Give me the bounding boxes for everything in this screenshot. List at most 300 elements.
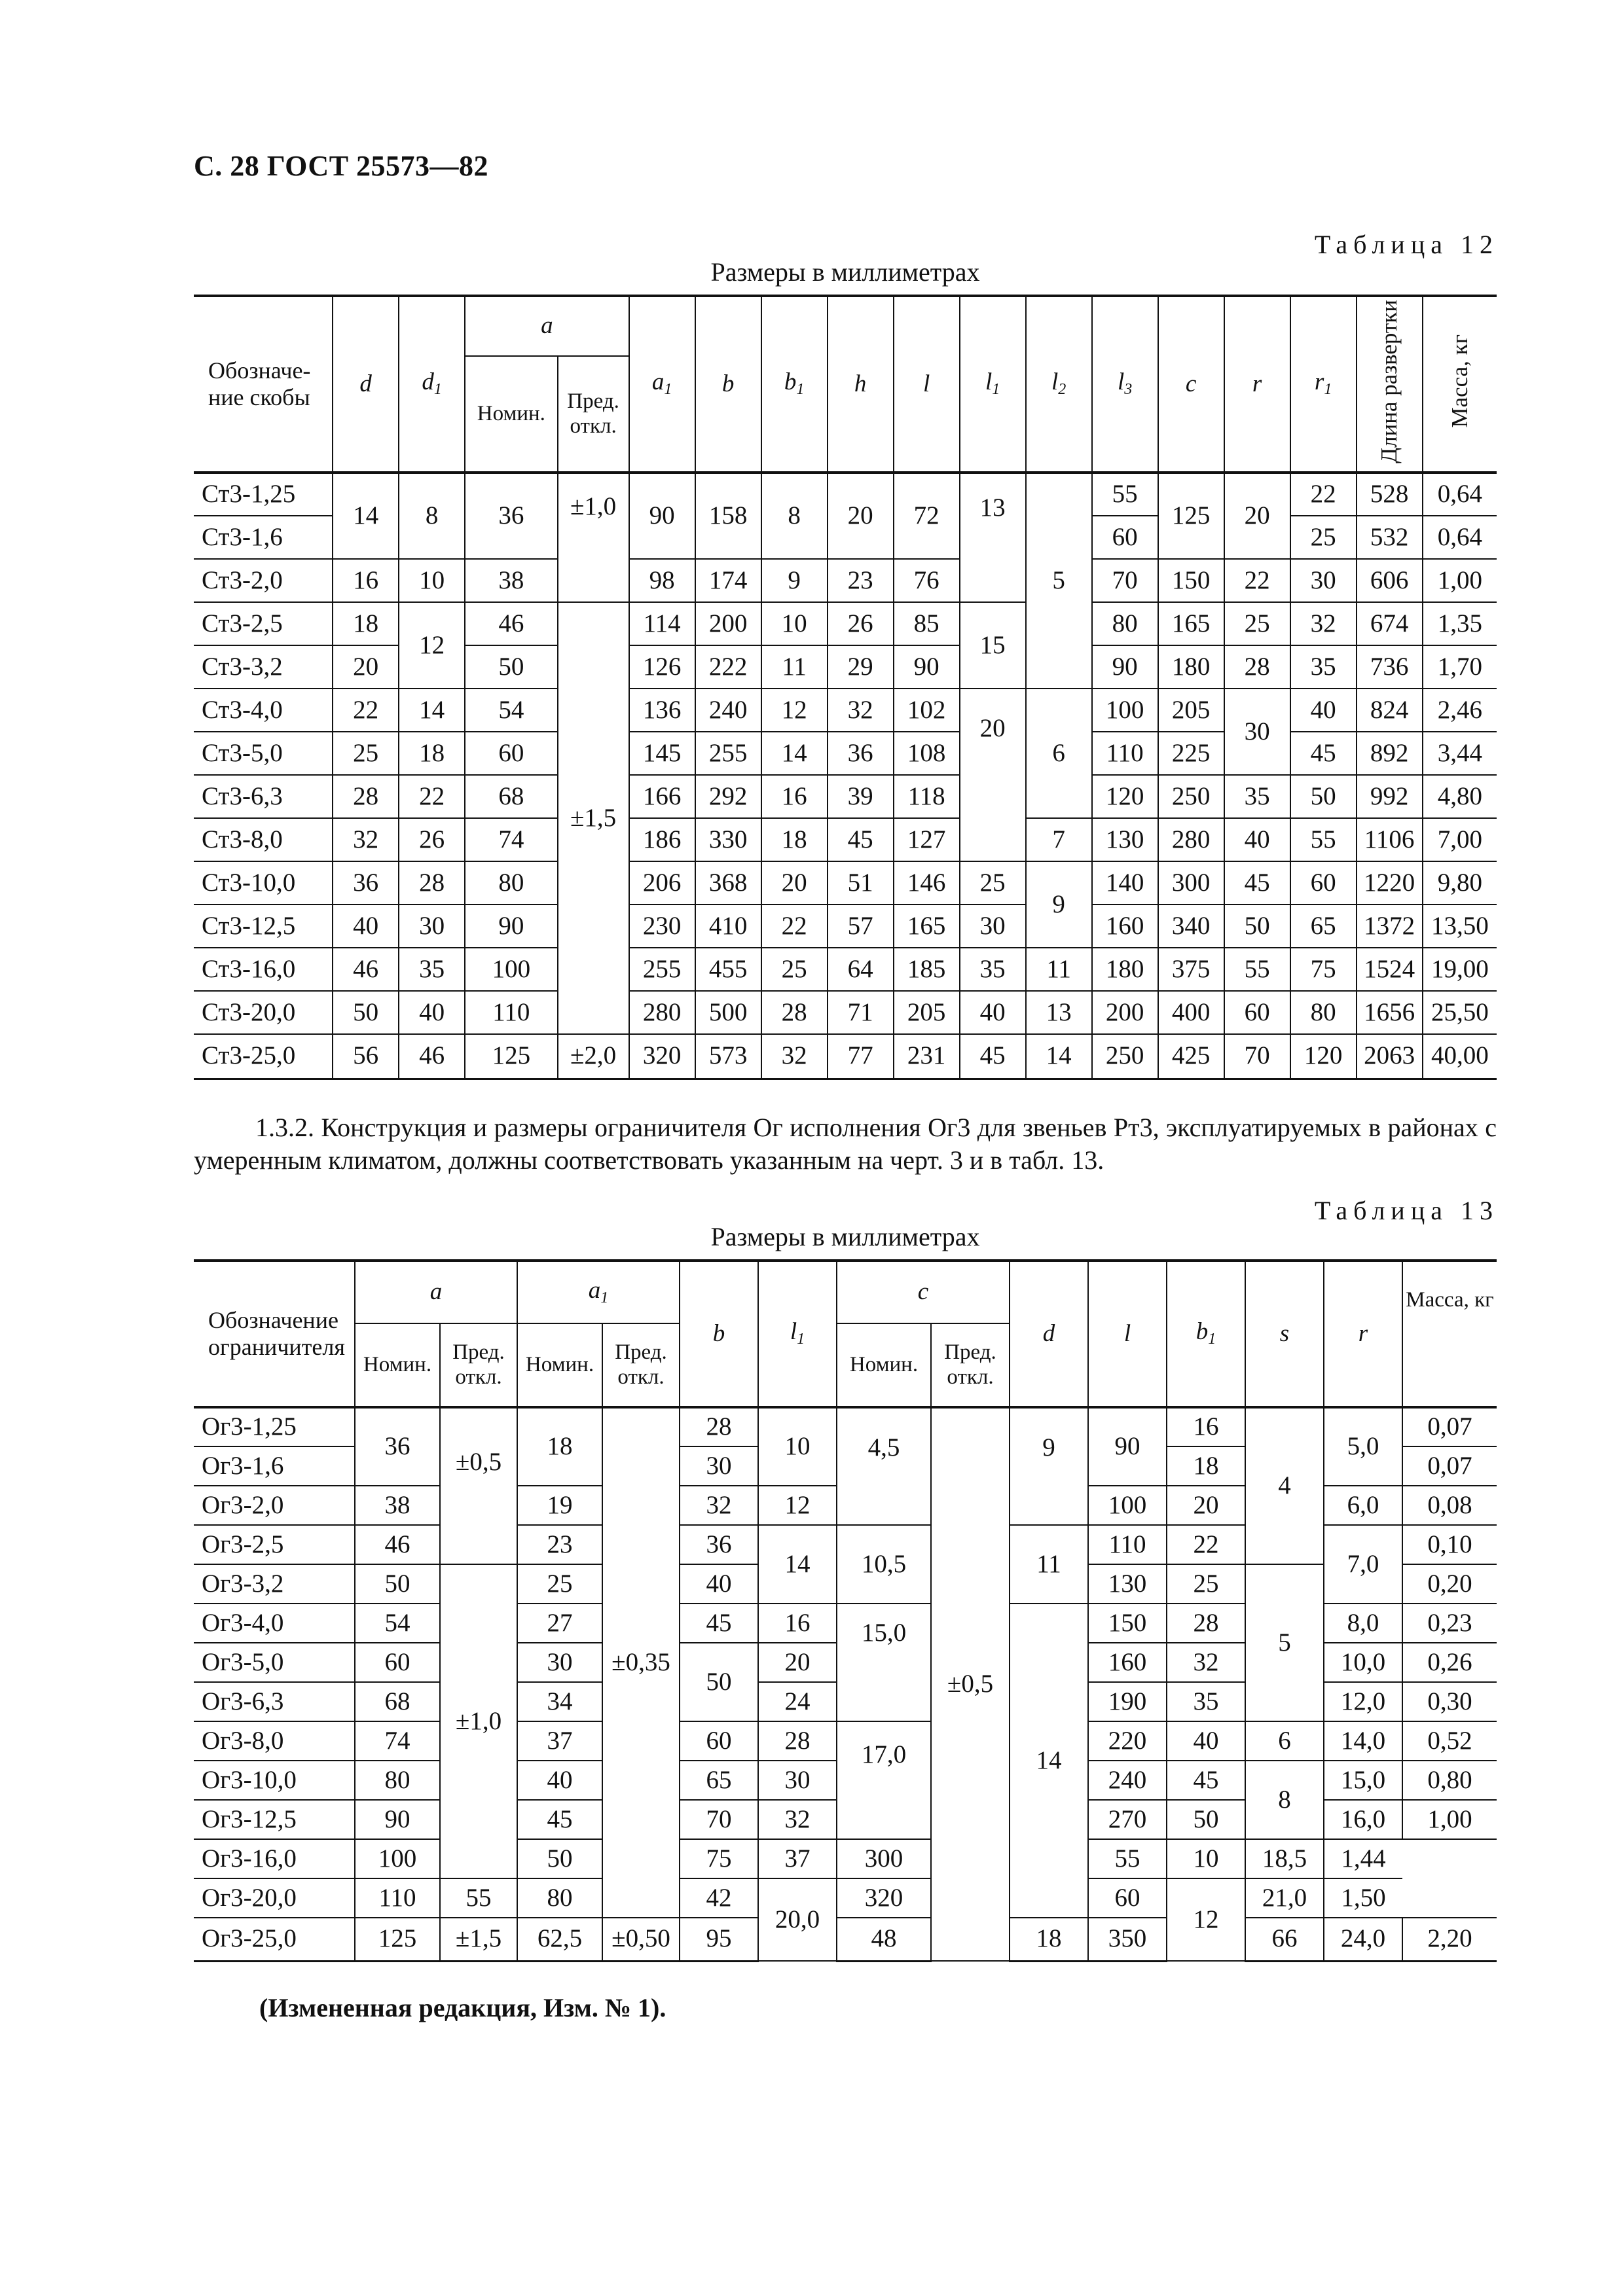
cell-r1: 30 — [1290, 559, 1357, 602]
cell-a-nom: 68 — [355, 1682, 440, 1721]
cell-d: 14 — [1010, 1604, 1088, 1918]
cell-l3: 90 — [1092, 645, 1158, 689]
cell-l: 90 — [1088, 1407, 1167, 1486]
cell-a1-nom: 45 — [517, 1800, 602, 1839]
table-row — [194, 732, 1497, 775]
cell-name: Ог3-20,0 — [194, 1878, 355, 1918]
cell-b: 45 — [680, 1604, 758, 1643]
table-row — [194, 689, 1497, 732]
cell-mass: 1,00 — [1402, 1800, 1497, 1839]
cell-s: 12 — [1167, 1878, 1245, 1961]
cell-mass: 0,64 — [1423, 473, 1497, 516]
cell-l3: 130 — [1092, 818, 1158, 861]
cell-b1: 40 — [1167, 1721, 1245, 1761]
cell-a1: 280 — [629, 991, 695, 1034]
cell-d: 32 — [333, 818, 399, 861]
cell-r: 15,0 — [1324, 1761, 1402, 1800]
table-row — [194, 645, 1497, 689]
cell-name: Ог3-1,6 — [194, 1446, 355, 1486]
cell-h: 39 — [828, 775, 894, 818]
cell-mass: 1,35 — [1423, 602, 1497, 645]
cell-mass: 0,08 — [1402, 1486, 1497, 1525]
cell-mass: 19,00 — [1423, 948, 1497, 991]
cell-l1: 32 — [758, 1800, 837, 1839]
cell-name: Ог3-2,0 — [194, 1486, 355, 1525]
cell-b: 80 — [517, 1878, 602, 1918]
cell-a-nom: 38 — [465, 559, 557, 602]
cell-l1: 12 — [758, 1486, 837, 1525]
cell-d: 18 — [333, 602, 399, 645]
cell-r: 50 — [1224, 905, 1290, 948]
cell-l1: 20 — [960, 689, 1026, 861]
cell-b: 292 — [695, 775, 761, 818]
cell-mass: 0,30 — [1402, 1682, 1497, 1721]
cell-mass: 0,80 — [1402, 1761, 1497, 1800]
cell-l: 130 — [1088, 1564, 1167, 1604]
cell-a-dev: ±1,5 — [558, 602, 629, 1034]
cell-a-dev: ±1,0 — [440, 1564, 517, 1878]
col-header-d: d — [1010, 1261, 1088, 1407]
cell-l1: 42 — [680, 1878, 758, 1918]
cell-a-nom: 60 — [465, 732, 557, 775]
cell-s: 5 — [1245, 1564, 1324, 1721]
col-header-l1: $l_1$ — [758, 1261, 837, 1407]
cell-name: Ст3-1,25 — [194, 473, 333, 516]
cell-d: 16 — [333, 559, 399, 602]
table-12-label: Таблица 12 — [1314, 230, 1499, 259]
cell-name: Ог3-8,0 — [194, 1721, 355, 1761]
cell-h: 20 — [828, 473, 894, 559]
cell-b1: 66 — [1245, 1918, 1324, 1961]
table-13-units: Размеры в миллиметрах — [710, 1222, 980, 1251]
cell-l3: 160 — [1092, 905, 1158, 948]
cell-b: 240 — [695, 689, 761, 732]
table-row — [194, 818, 1497, 861]
col-header-r: r — [1224, 296, 1290, 473]
col-header-length: Длина развертки — [1357, 296, 1423, 473]
cell-r1: 60 — [1290, 861, 1357, 905]
cell-h: 36 — [828, 732, 894, 775]
cell-b: 158 — [695, 473, 761, 559]
table-13-label: Таблица 13 — [1314, 1196, 1499, 1225]
cell-length: 674 — [1357, 602, 1423, 645]
cell-b1: 18 — [761, 818, 828, 861]
cell-name: Ог3-10,0 — [194, 1761, 355, 1800]
table-row — [194, 775, 1497, 818]
cell-l1: 13 — [960, 473, 1026, 602]
cell-a-nom: 50 — [465, 645, 557, 689]
cell-a-nom: 38 — [355, 1486, 440, 1525]
cell-d1: 12 — [399, 602, 465, 689]
cell-l3: 80 — [1092, 602, 1158, 645]
cell-l: 76 — [894, 559, 960, 602]
table-row — [194, 559, 1497, 602]
cell-l1: 14 — [758, 1525, 837, 1604]
cell-l1: 37 — [758, 1839, 837, 1878]
cell-a-dev: ±1,0 — [558, 473, 629, 602]
cell-l1: 48 — [837, 1918, 931, 1961]
col-header-a1: $a_1$ — [629, 296, 695, 473]
cell-r1: 32 — [1290, 602, 1357, 645]
cell-b1: 12 — [761, 689, 828, 732]
cell-d1: 10 — [399, 559, 465, 602]
cell-l2: 9 — [1026, 861, 1092, 948]
cell-l: 72 — [894, 473, 960, 559]
cell-a1-dev: ±0,35 — [602, 1407, 680, 1918]
cell-h: 51 — [828, 861, 894, 905]
cell-l: 102 — [894, 689, 960, 732]
cell-name: Ст3-20,0 — [194, 991, 333, 1034]
cell-d: 40 — [333, 905, 399, 948]
cell-r1: 75 — [1290, 948, 1357, 991]
cell-l2: 7 — [1026, 818, 1092, 861]
cell-r: 24,0 — [1324, 1918, 1402, 1961]
cell-a1: 186 — [629, 818, 695, 861]
cell-length: 1106 — [1357, 818, 1423, 861]
cell-r: 35 — [1224, 775, 1290, 818]
cell-a1: 255 — [629, 948, 695, 991]
cell-name: Ог3-25,0 — [194, 1918, 355, 1961]
cell-b1: 45 — [1167, 1761, 1245, 1800]
cell-a1: 206 — [629, 861, 695, 905]
cell-a-dev: ±1,5 — [440, 1918, 517, 1961]
cell-l: 350 — [1088, 1918, 1167, 1961]
cell-a-nom: 90 — [355, 1800, 440, 1839]
amendment-note: (Измененная редакция, Изм. № 1). — [259, 1993, 666, 2022]
cell-r1: 80 — [1290, 991, 1357, 1034]
cell-a-nom: 60 — [355, 1643, 440, 1682]
cell-b: 500 — [695, 991, 761, 1034]
cell-b1: 35 — [1167, 1682, 1245, 1721]
cell-r: 14,0 — [1324, 1721, 1402, 1761]
cell-s: 6 — [1245, 1721, 1324, 1761]
cell-b1: 20 — [761, 861, 828, 905]
table-row — [194, 991, 1497, 1034]
cell-name: Ст3-10,0 — [194, 861, 333, 905]
cell-r: 28 — [1224, 645, 1290, 689]
cell-d: 20 — [333, 645, 399, 689]
cell-a1-nom: 55 — [440, 1878, 517, 1918]
cell-l: 127 — [894, 818, 960, 861]
cell-d1: 22 — [399, 775, 465, 818]
cell-name: Ст3-16,0 — [194, 948, 333, 991]
cell-mass: 2,46 — [1423, 689, 1497, 732]
cell-name: Ст3-2,0 — [194, 559, 333, 602]
cell-a1-nom: 40 — [517, 1761, 602, 1800]
cell-a1: 145 — [629, 732, 695, 775]
cell-length: 528 — [1357, 473, 1423, 516]
col-header-r1: $r_1$ — [1290, 296, 1357, 473]
cell-c: 225 — [1158, 732, 1224, 775]
cell-b: 95 — [680, 1918, 758, 1961]
cell-l2: 6 — [1026, 689, 1092, 818]
cell-name: Ст3-1,6 — [194, 516, 333, 559]
cell-d: 28 — [333, 775, 399, 818]
cell-b1: 55 — [1088, 1839, 1167, 1878]
cell-c: 165 — [1158, 602, 1224, 645]
cell-a1-nom: 50 — [517, 1839, 602, 1878]
cell-name: Ст3-8,0 — [194, 818, 333, 861]
cell-b1: 22 — [1167, 1525, 1245, 1564]
cell-mass: 0,20 — [1402, 1564, 1497, 1604]
cell-r1: 55 — [1290, 818, 1357, 861]
col-header-b: b — [680, 1261, 758, 1407]
cell-r1: 120 — [1290, 1034, 1357, 1079]
cell-l: 110 — [1088, 1525, 1167, 1564]
cell-b1: 20 — [1167, 1486, 1245, 1525]
cell-a-dev: ±2,0 — [558, 1034, 629, 1079]
cell-b: 28 — [680, 1407, 758, 1446]
cell-c: 425 — [1158, 1034, 1224, 1079]
cell-l: 108 — [894, 732, 960, 775]
cell-b: 255 — [695, 732, 761, 775]
cell-name: Ст3-4,0 — [194, 689, 333, 732]
col-header-h: h — [828, 296, 894, 473]
cell-mass: 0,10 — [1402, 1525, 1497, 1564]
col-header-b1: $b_1$ — [761, 296, 828, 473]
cell-name: Ст3-3,2 — [194, 645, 333, 689]
cell-h: 23 — [828, 559, 894, 602]
cell-length: 532 — [1357, 516, 1423, 559]
page-header: С. 28 ГОСТ 25573—82 — [194, 150, 489, 182]
cell-a1-nom: 37 — [517, 1721, 602, 1761]
col-header-d1: $d_1$ — [399, 296, 465, 473]
cell-r: 18,5 — [1245, 1839, 1324, 1878]
cell-l1: 24 — [758, 1682, 837, 1721]
cell-h: 57 — [828, 905, 894, 948]
cell-l1: 28 — [758, 1721, 837, 1761]
table-row — [194, 1918, 1497, 1961]
cell-r: 70 — [1224, 1034, 1290, 1079]
table-row — [194, 1034, 1497, 1079]
col-header-a1-nom: Номин. — [517, 1323, 602, 1407]
cell-mass: 1,70 — [1423, 645, 1497, 689]
cell-length: 606 — [1357, 559, 1423, 602]
cell-l: 90 — [894, 645, 960, 689]
cell-length: 1220 — [1357, 861, 1423, 905]
table-row — [194, 1407, 1497, 1446]
cell-a-nom: 36 — [465, 473, 557, 559]
cell-b: 368 — [695, 861, 761, 905]
cell-r: 40 — [1224, 818, 1290, 861]
cell-l3: 100 — [1092, 689, 1158, 732]
cell-l: 160 — [1088, 1643, 1167, 1682]
cell-r: 20 — [1224, 473, 1290, 559]
cell-name: Ог3-3,2 — [194, 1564, 355, 1604]
cell-r: 6,0 — [1324, 1486, 1402, 1525]
cell-d1: 40 — [399, 991, 465, 1034]
cell-length: 892 — [1357, 732, 1423, 775]
cell-b: 573 — [695, 1034, 761, 1079]
cell-d: 22 — [333, 689, 399, 732]
cell-c: 250 — [1158, 775, 1224, 818]
cell-r: 45 — [1224, 861, 1290, 905]
cell-b: 65 — [680, 1761, 758, 1800]
cell-mass: 1,50 — [1324, 1878, 1402, 1918]
cell-mass: 7,00 — [1423, 818, 1497, 861]
cell-r: 7,0 — [1324, 1525, 1402, 1604]
cell-a-nom: 125 — [465, 1034, 557, 1079]
col-header-a-dev: Пред. откл. — [440, 1323, 517, 1407]
cell-l3: 110 — [1092, 732, 1158, 775]
cell-b: 70 — [680, 1800, 758, 1839]
cell-h: 77 — [828, 1034, 894, 1079]
cell-a1: 166 — [629, 775, 695, 818]
cell-mass: 0,23 — [1402, 1604, 1497, 1643]
cell-name: Ст3-12,5 — [194, 905, 333, 948]
table-row — [194, 473, 1497, 516]
cell-s: 10 — [1167, 1839, 1245, 1878]
cell-name: Ст3-25,0 — [194, 1034, 333, 1079]
cell-r: 22 — [1224, 559, 1290, 602]
cell-r1: 35 — [1290, 645, 1357, 689]
cell-r: 25 — [1224, 602, 1290, 645]
cell-l: 85 — [894, 602, 960, 645]
cell-l: 100 — [1088, 1486, 1167, 1525]
cell-l: 165 — [894, 905, 960, 948]
cell-c-nom: 17,0 — [837, 1721, 931, 1839]
col-header-l1: $l_1$ — [960, 296, 1026, 473]
col-header-l: l — [894, 296, 960, 473]
cell-r: 12,0 — [1324, 1682, 1402, 1721]
cell-b1: 8 — [761, 473, 828, 559]
cell-mass: 1,00 — [1423, 559, 1497, 602]
cell-a-nom: 110 — [355, 1878, 440, 1918]
cell-mass: 40,00 — [1423, 1034, 1497, 1079]
cell-r: 16,0 — [1324, 1800, 1402, 1839]
cell-r: 55 — [1224, 948, 1290, 991]
cell-b1: 32 — [1167, 1643, 1245, 1682]
cell-l2: 14 — [1026, 1034, 1092, 1079]
cell-a1-nom: 25 — [517, 1564, 602, 1604]
cell-l: 220 — [1088, 1721, 1167, 1761]
cell-a1: 136 — [629, 689, 695, 732]
col-header-a-nom: Номин. — [465, 356, 557, 473]
table-row — [194, 905, 1497, 948]
cell-a-nom: 54 — [465, 689, 557, 732]
cell-a1-nom: 19 — [517, 1486, 602, 1525]
cell-l: 190 — [1088, 1682, 1167, 1721]
cell-a1-nom: 27 — [517, 1604, 602, 1643]
cell-a1-dev: ±0,50 — [602, 1918, 680, 1961]
cell-l: 118 — [894, 775, 960, 818]
cell-a-nom: 74 — [355, 1721, 440, 1761]
cell-a1: 230 — [629, 905, 695, 948]
cell-c: 150 — [1158, 559, 1224, 602]
cell-a1-nom: 30 — [517, 1643, 602, 1682]
cell-d1: 30 — [399, 905, 465, 948]
cell-l3: 180 — [1092, 948, 1158, 991]
cell-b1: 16 — [761, 775, 828, 818]
cell-d: 50 — [333, 991, 399, 1034]
cell-b: 36 — [680, 1525, 758, 1564]
cell-b1: 18 — [1167, 1446, 1245, 1486]
cell-c: 400 — [1158, 991, 1224, 1034]
cell-length: 1372 — [1357, 905, 1423, 948]
cell-a-nom: 125 — [355, 1918, 440, 1961]
cell-b: 410 — [695, 905, 761, 948]
cell-name: Ст3-2,5 — [194, 602, 333, 645]
cell-l2: 5 — [1026, 473, 1092, 689]
cell-d1: 26 — [399, 818, 465, 861]
cell-b: 222 — [695, 645, 761, 689]
cell-h: 45 — [828, 818, 894, 861]
cell-mass: 2,20 — [1402, 1918, 1497, 1961]
cell-name: Ст3-5,0 — [194, 732, 333, 775]
cell-length: 824 — [1357, 689, 1423, 732]
cell-mass: 25,50 — [1423, 991, 1497, 1034]
cell-c-nom: 20,0 — [758, 1878, 837, 1961]
cell-d: 25 — [333, 732, 399, 775]
cell-h: 64 — [828, 948, 894, 991]
cell-a1-nom: 23 — [517, 1525, 602, 1564]
cell-c: 280 — [1158, 818, 1224, 861]
cell-a1: 320 — [629, 1034, 695, 1079]
cell-a-nom: 46 — [355, 1525, 440, 1564]
cell-l: 185 — [894, 948, 960, 991]
cell-mass: 0,64 — [1423, 516, 1497, 559]
col-header-l: l — [1088, 1261, 1167, 1407]
cell-b: 200 — [695, 602, 761, 645]
table-row — [194, 948, 1497, 991]
cell-length: 736 — [1357, 645, 1423, 689]
paragraph-1-3-2: 1.3.2. Конструкция и размеры ограничителя Ог исполнения Ог3 для звеньев Рт3, эксплуатируемых в районах с умеренным климатом, должны соответствовать указанным на черт. 3 и в табл. 13. — [194, 1113, 1497, 1175]
cell-h: 26 — [828, 602, 894, 645]
cell-a1-nom: 34 — [517, 1682, 602, 1721]
col-header-l2: $l_2$ — [1026, 296, 1092, 473]
cell-length: 2063 — [1357, 1034, 1423, 1079]
col-header-c: c — [837, 1261, 1010, 1323]
cell-d: 14 — [333, 473, 399, 559]
cell-a1: 126 — [629, 645, 695, 689]
cell-r1: 50 — [1290, 775, 1357, 818]
col-header-a-nom: Номин. — [355, 1323, 440, 1407]
cell-l1: 16 — [758, 1604, 837, 1643]
col-header-a: a — [355, 1261, 517, 1323]
cell-c: 300 — [1158, 861, 1224, 905]
cell-b1: 25 — [761, 948, 828, 991]
table-row — [194, 1878, 1497, 1918]
cell-b1: 28 — [1167, 1604, 1245, 1643]
cell-d: 9 — [1010, 1407, 1088, 1525]
cell-h: 29 — [828, 645, 894, 689]
col-header-name: Обозначе-ние скобы — [194, 296, 333, 473]
cell-l1: 45 — [960, 1034, 1026, 1079]
cell-l3: 200 — [1092, 991, 1158, 1034]
col-header-r: r — [1324, 1261, 1402, 1407]
cell-mass: 0,07 — [1402, 1407, 1497, 1446]
cell-a-nom: 36 — [355, 1407, 440, 1486]
col-header-l3: $l_3$ — [1092, 296, 1158, 473]
cell-r: 21,0 — [1245, 1878, 1324, 1918]
cell-c: 340 — [1158, 905, 1224, 948]
cell-b1: 22 — [761, 905, 828, 948]
cell-mass: 0,26 — [1402, 1643, 1497, 1682]
cell-a1: 90 — [629, 473, 695, 559]
cell-b1: 14 — [761, 732, 828, 775]
cell-name: Ог3-2,5 — [194, 1525, 355, 1564]
cell-b: 50 — [680, 1643, 758, 1721]
cell-a-nom: 110 — [465, 991, 557, 1034]
cell-l2: 11 — [1026, 948, 1092, 991]
col-header-d: d — [333, 296, 399, 473]
cell-d: 36 — [333, 861, 399, 905]
cell-d: 18 — [1010, 1918, 1088, 1961]
cell-d: 11 — [1010, 1525, 1088, 1604]
cell-h: 32 — [828, 689, 894, 732]
cell-s: 4 — [1245, 1407, 1324, 1564]
cell-b1: 10 — [761, 602, 828, 645]
